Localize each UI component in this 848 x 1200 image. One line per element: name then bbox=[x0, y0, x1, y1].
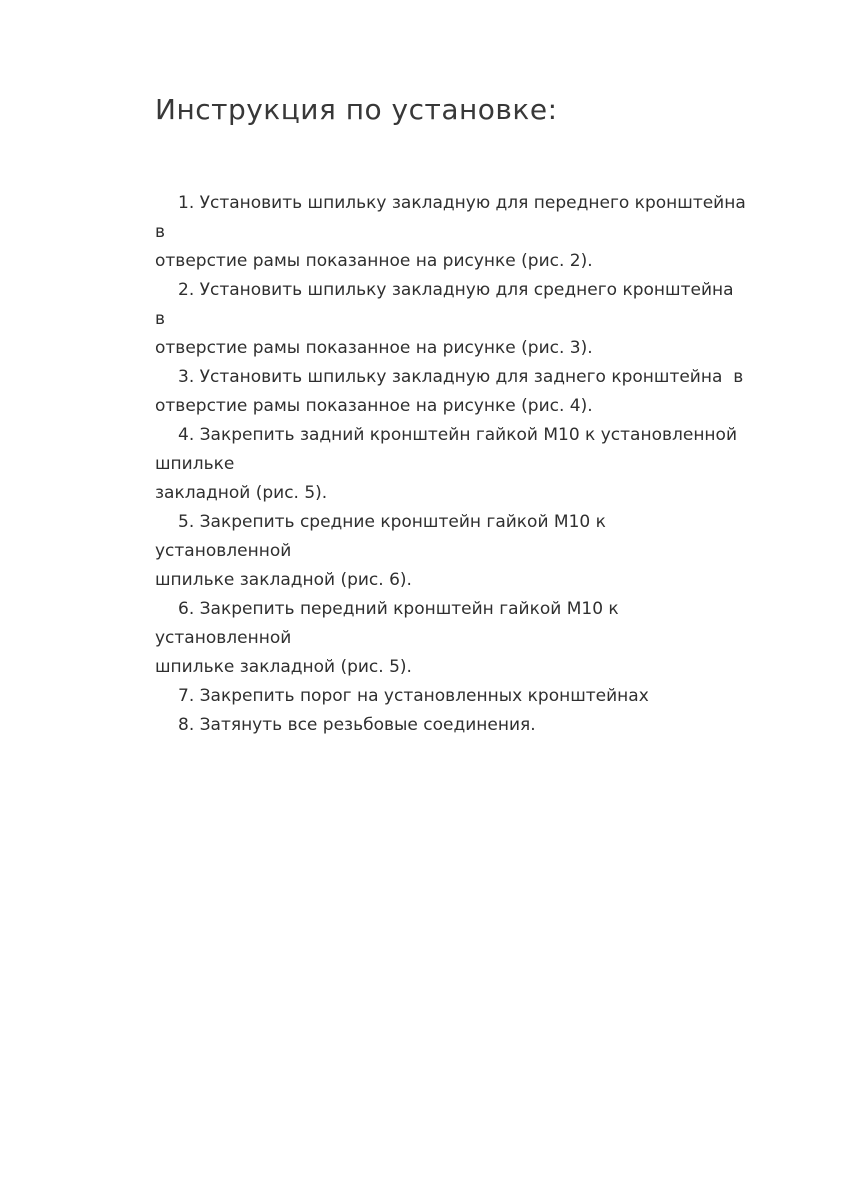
item-6-line-1: 6. Закрепить передний кронштейн гайкой М10 к установленной bbox=[155, 599, 625, 648]
item-2-line-2: отверстие рамы показанное на рисунке (рис. 3). bbox=[155, 338, 593, 358]
item-2-line-1: 2. Установить шпильку закладную для среднего кронштейна в bbox=[155, 280, 739, 329]
instruction-item-5 bbox=[155, 508, 747, 595]
item-8-line-1: 8. Затянуть все резьбовые соединения. bbox=[178, 715, 536, 735]
item-4-line-1: 4. Закрепить задний кронштейн гайкой М10 к установленной шпильке bbox=[155, 425, 743, 474]
instruction-item-3 bbox=[155, 363, 747, 421]
instruction-item-2 bbox=[155, 276, 747, 363]
item-3-line-1: 3. Установить шпильку закладную для заднего кронштейна в bbox=[178, 367, 744, 387]
item-7-line-1: 7. Закрепить порог на установленных кронштейнах bbox=[178, 686, 649, 706]
item-5-line-1: 5. Закрепить средние кронштейн гайкой М10 к установленной bbox=[155, 512, 612, 561]
item-1-line-2: отверстие рамы показанное на рисунке (рис. 2). bbox=[155, 251, 593, 271]
item-3-line-2: отверстие рамы показанное на рисунке (рис. 4). bbox=[155, 396, 593, 416]
item-6-line-2: шпильке закладной (рис. 5). bbox=[155, 657, 412, 677]
instruction-item-6 bbox=[155, 595, 747, 682]
item-4-line-2: закладной (рис. 5). bbox=[155, 483, 328, 503]
page-title: Инструкция по установке: bbox=[155, 93, 558, 126]
instruction-item-8 bbox=[155, 711, 747, 740]
item-5-line-2: шпильке закладной (рис. 6). bbox=[155, 570, 412, 590]
instruction-item-4 bbox=[155, 421, 747, 508]
instruction-item-7 bbox=[155, 682, 747, 711]
item-1-line-1: 1. Установить шпильку закладную для переднего кронштейна в bbox=[155, 193, 752, 242]
instruction-list bbox=[155, 189, 752, 740]
instruction-item-1 bbox=[155, 189, 752, 276]
